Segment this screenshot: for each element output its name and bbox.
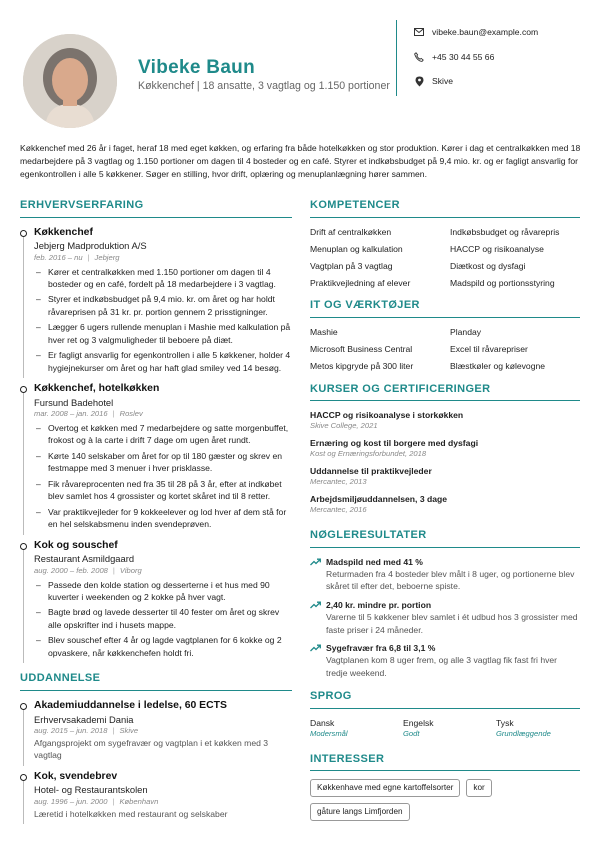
result-title: 2,40 kr. mindre pr. portion [326,599,432,610]
phone-icon [414,52,424,62]
language-item [310,717,403,740]
job-meta: aug. 2000 – feb. 2008 | Viborg [34,565,142,575]
course-title: Ernæring og kost til borgere med dysfagi [310,438,479,449]
job-meta: feb. 2016 – nu | Jebjerg [34,252,120,262]
course-source: Kost og Ernæringsforbundet, 2018 [310,449,427,459]
location-pin-icon [414,76,424,86]
result-item [310,599,580,636]
language-item [403,717,496,740]
course-item [310,465,580,488]
course-title: HACCP og risikoanalyse i storkøkken [310,410,464,421]
competence-item: Diætkost og dysfagi [450,261,526,272]
course-item [310,409,580,432]
job-bullet: – Bagte brød og lavede desserter til 40 fester om året og skrev alle opskrifter ind i husets mappe. [34,606,292,631]
education-entry [20,699,292,762]
trend-up-icon [310,643,321,655]
job-title: Kok og souschef [34,539,118,551]
course-list [310,409,580,516]
profile-summary: Køkkenchef med 26 år i faget, heraf 18 med eget køkken, og erfaring fra både hotelkøkken og stor produktion. Kører i dag et centralkøkken med 18 medarbejdere på 3 vagtlag og 1.150 portioner om dagen til 4 bosteder og en café. Styrer et indkøbsbudget på 9,4 mio. kr. og er fagligt ansvarlig for egenkontrollen i alle 5 køkkener. Søger en stilling, hvor drift, oplæring og menuplanlægning hører sammen. [20,143,581,179]
trend-up-icon [310,600,321,612]
contact-location-text: Skive [432,76,454,87]
education-meta: aug. 2015 – jun. 2018 | Skive [34,725,139,735]
result-item [310,642,580,679]
job-bullet: – Blev souschef efter 4 år og lagde vagtplanen for 6 kokke og 2 opvaskere, når køkkenchefen holdt fri. [34,634,292,659]
it-tool-item: Planday [450,327,482,338]
result-description: Returmaden fra 4 bosteder blev målt i 8 uger, og portionerne blev skåret til efter det, beboerne spiste. [326,569,575,592]
competence-item: Drift af centralkøkken [310,226,392,237]
education-description: Læretid i hotelkøkken med restaurant og selskaber [34,808,228,819]
job-bullet: – Passede den kolde station og desserterne i et hus med 90 kuverter i weekenden og 2 kokke på hver vagt. [34,579,292,604]
result-description: Vagtplanen kom 8 uger frem, og alle 3 vagtlag fik fast fri hver tredje weekend. [326,655,558,678]
job-dates: aug. 2000 – feb. 2008 [34,565,108,575]
result-title: Sygefravær fra 6,8 til 3,1 % [326,643,436,654]
education-dates: aug. 1996 – jun. 2000 [34,796,108,806]
person-name: Vibeke Baun [138,57,255,78]
section-title-languages: SPROG [310,689,580,709]
job-employer: Fursund Badehotel [34,396,114,408]
section-title-experience: ERHVERVSERFARING [20,198,292,218]
job-entry [20,226,292,375]
header-divider [396,20,397,96]
contact-phone[interactable] [414,45,538,70]
job-place: Jebjerg [94,252,120,262]
contact-list [414,20,538,94]
contact-email[interactable] [414,20,538,45]
education-meta: aug. 1996 – jun. 2000 | København [34,796,159,806]
competence-list [310,226,580,290]
timeline-dot [20,543,27,550]
course-title: Arbejdsmiljøuddannelsen, 3 dage [310,494,448,505]
section-title-results: NØGLERESULTATER [310,528,580,548]
job-place: Roslev [119,409,143,419]
contact-email-text: vibeke.baun@example.com [432,27,539,38]
job-bullet: – Kører et centralkøkken med 1.150 portioner om dagen til 4 bosteder og en café, fordelt på 18 medarbejdere i 3 vagtlag. [34,266,292,291]
result-item [310,556,580,593]
competence-item: Madspild og portionsstyring [450,278,555,289]
it-tools-list [310,326,580,373]
course-item [310,493,580,516]
job-bullet: – Er fagligt ansvarlig for egenkontrollen i alle 5 køkkener, holder 4 hygiejnekurser om året og har haft glad smiley ved 14 besøg. [34,349,292,374]
job-bullet: – Fik råvareprocenten ned fra 35 til 28 på 3 år, efter at indkøbet blev samlet hos 4 grossister og kortet skåret ind til 8 retter. [34,478,292,503]
education-dates: aug. 2015 – jun. 2018 [34,725,108,735]
job-bullets [34,422,292,531]
timeline-dot [20,230,27,237]
it-tool-item: Blæstkøler og kølevogne [450,361,546,372]
education-place: København [119,796,159,806]
result-title: Madspild ned med 41 % [326,556,423,567]
left-column [20,198,292,820]
language-item [496,717,580,740]
section-title-courses: KURSER OG CERTIFICERINGER [310,382,580,402]
course-source: Mercantec, 2016 [310,505,367,515]
course-item [310,437,580,460]
section-title-it: IT OG VÆRKTØJER [310,298,580,318]
section-title-education: UDDANNELSE [20,671,292,691]
result-description: Varerne til 5 køkkener blev samlet i ét udbud hos 3 grossister med faste priser i 24 måneder. [326,612,578,635]
job-bullet: – Var praktikvejleder for 9 kokkeelever og lod hver af dem stå for en hel selskabsmenu inden svendeprøven. [34,506,292,531]
interest-tag: Køkkenhave med egne kartoffelsorter [310,779,460,797]
job-bullet: – Kørte 140 selskaber om året for op til 180 gæster og skrev en festmappe med 3 menuer i hver prisklasse. [34,450,292,475]
job-title: Køkkenchef, hotelkøkken [34,383,160,395]
it-tool-item: Excel til råvarepriser [450,344,528,355]
course-title: Uddannelse til praktikvejleder [310,466,432,477]
education-place: Skive [119,725,139,735]
timeline-dot [20,774,27,781]
right-column [310,198,580,821]
language-list [310,717,580,740]
interest-tag: gåture langs Limfjorden [310,803,410,821]
competence-item: HACCP og risikoanalyse [450,243,544,254]
education-description: Afgangsprojekt om sygefravær og vagtplan i et køkken med 3 vagtlag [34,737,269,761]
contact-phone-text: +45 30 44 55 66 [432,51,495,62]
competence-item: Menuplan og kalkulation [310,243,403,254]
mail-icon [414,27,424,37]
it-tool-item: Mashie [310,327,338,338]
timeline-dot [20,703,27,710]
job-bullets [34,579,292,660]
job-dates: feb. 2016 – nu [34,252,83,262]
education-title: Akademiuddannelse i ledelse, 60 ECTS [34,699,227,711]
job-bullet: – Lægger 6 ugers rullende menuplan i Mashie med kalkulation på hver ret og 3 valgmuligheder til beboere på diæt. [34,321,292,346]
job-bullet: – Overtog et køkken med 7 medarbejdere og satte morgenbuffet, frokost og à la carte i drift 7 dage om ugen året rundt. [34,422,292,447]
job-place: Viborg [119,565,142,575]
it-tool-item: Metos kipgryde på 300 liter [310,361,414,372]
job-dates: mar. 2008 – jan. 2016 [34,409,108,419]
language-name: Dansk [310,717,335,728]
language-level: Grundlæggende [496,728,551,738]
interest-tag: kor [466,779,491,797]
competence-item: Praktikvejledning af elever [310,278,411,289]
job-bullet: – Styrer et indkøbsbudget på 9,4 mio. kr. om året og har holdt råvareprisen på 31 kr. pr. portion gennem 2 prisstigninger. [34,293,292,318]
section-title-interests: INTERESSER [310,752,580,772]
job-title: Køkkenchef [34,226,93,238]
course-source: Mercantec, 2013 [310,477,367,487]
education-school: Erhvervsakademi Dania [34,713,134,725]
interest-tags [310,779,580,820]
competence-item: Indkøbsbudget og råvarepris [450,226,560,237]
language-level: Godt [403,728,420,738]
job-subtitle: Køkkenchef | 18 ansatte, 3 vagtlag og 1.150 portioner [138,80,390,92]
contact-location [414,69,538,94]
language-name: Engelsk [403,717,434,728]
results-list [310,556,580,679]
job-entry [20,382,292,531]
education-entry [20,770,292,820]
job-bullets [34,266,292,375]
job-employer: Jebjerg Madproduktion A/S [34,240,147,252]
job-meta: mar. 2008 – jan. 2016 | Roslev [34,409,143,419]
profile-photo [23,34,117,128]
trend-up-icon [310,557,321,569]
competence-item: Vagtplan på 3 vagtlag [310,261,393,272]
timeline-dot [20,386,27,393]
it-tool-item: Microsoft Business Central [310,344,413,355]
language-name: Tysk [496,717,514,728]
education-school: Hotel- og Restaurantskolen [34,784,148,796]
education-title: Kok, svendebrev [34,770,118,782]
language-level: Modersmål [310,728,348,738]
job-entry [20,539,292,660]
course-source: Skive College, 2021 [310,421,378,431]
section-title-competences: KOMPETENCER [310,198,580,218]
job-employer: Restaurant Asmildgaard [34,553,135,565]
